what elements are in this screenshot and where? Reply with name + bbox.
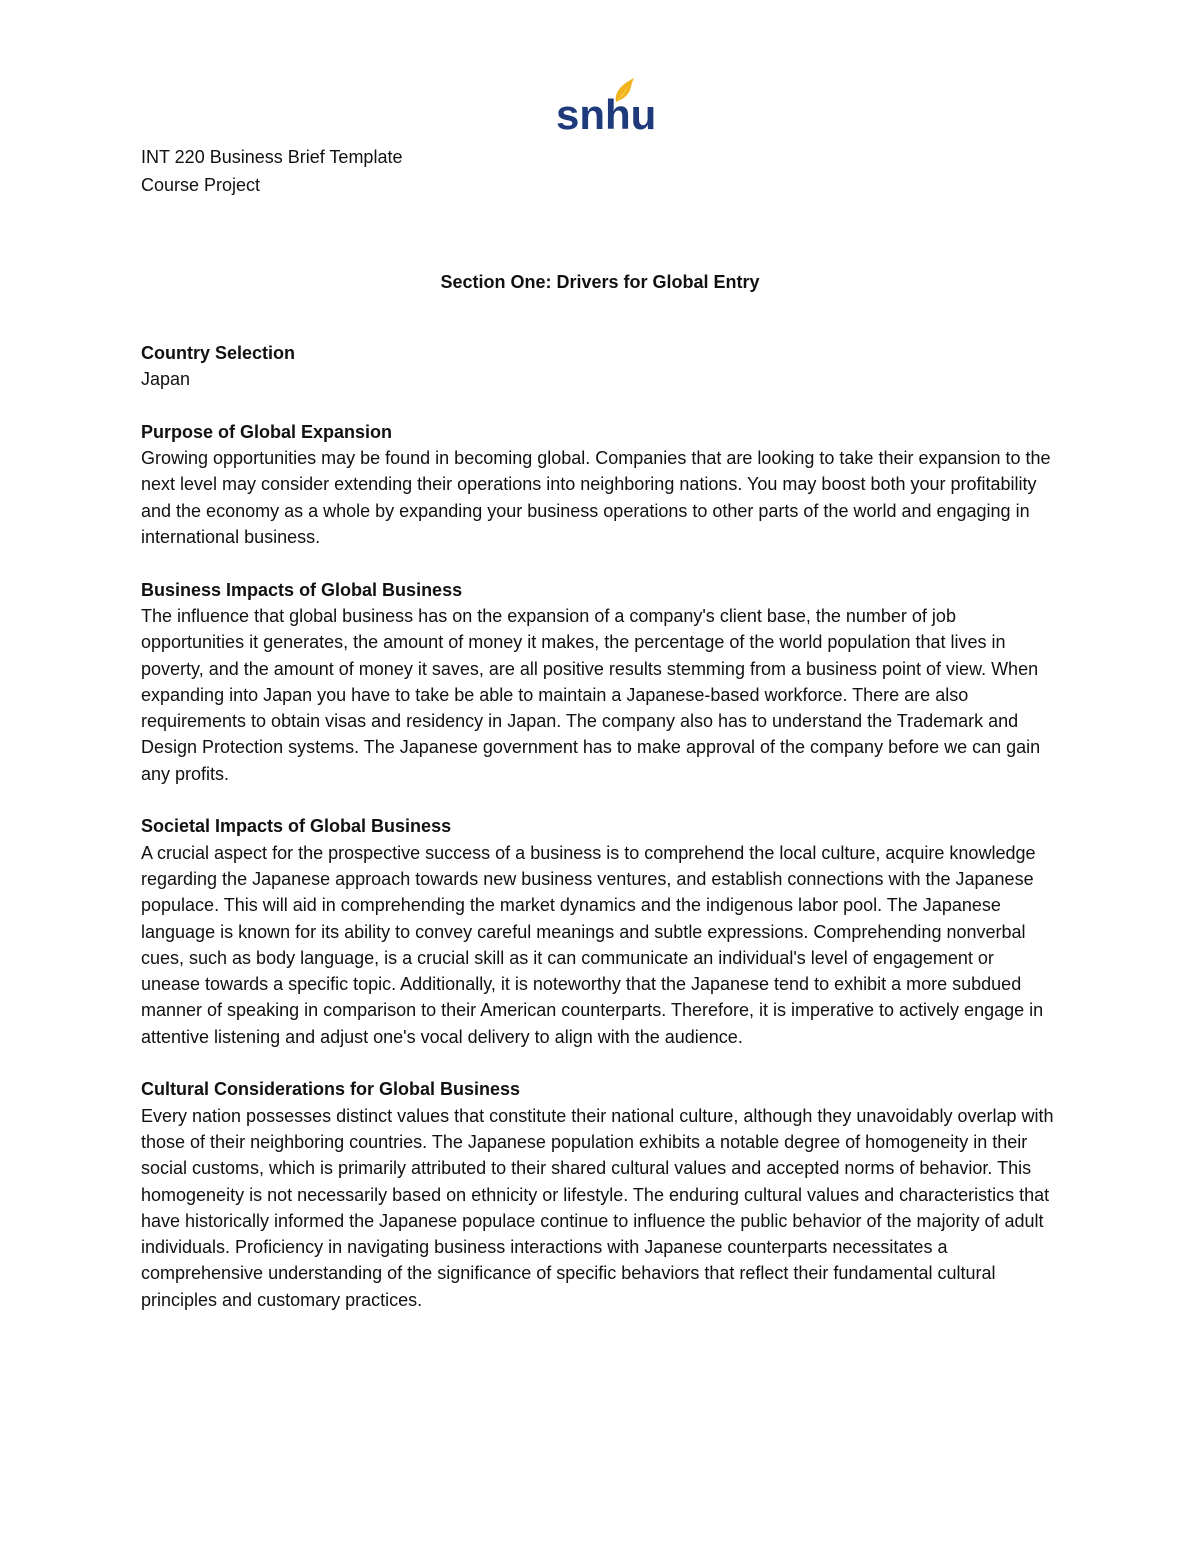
country-selection-value: Japan — [141, 369, 191, 390]
country-selection-heading: Country Selection — [141, 343, 296, 363]
snhu-logo-graphic — [554, 72, 657, 138]
snhu-logo — [554, 72, 657, 138]
snhu-logo-text: snhu — [556, 91, 657, 138]
document-header — [141, 143, 1061, 199]
document-body — [141, 340, 1056, 1339]
cultural-considerations-paragraph: Every nation possesses distinct values that constitute their national culture, although they unavoidably overlap with those of their neighboring countries. The Japanese population exhibits a notable degree of homogeneity in their social customs, which is primarily attributed to their shared cultural values and accepted norms of behavior. This homogeneity is not necessarily based on ethnicity or lifestyle. The enduring cultural values and characteristics that have historically informed the Japanese populace continue to influence the public behavior of the majority of adult individuals. Proficiency in navigating business interactions with Japanese counterparts necessitates a comprehensive understanding of the significance of specific behaviors that reflect their fundamental cultural principles and customary practices. — [141, 1105, 1054, 1310]
purpose-block — [141, 419, 1056, 550]
purpose-heading: Purpose of Global Expansion — [141, 421, 393, 442]
business-impacts-paragraph: The influence that global business has on the expansion of a company's client base, the number of job opportunities it generates, the amount of money it makes, the percentage of the world population that lives in poverty, and the amount of money it saves, are all positive results stemming from a business point of view. When expanding into Japan you have to take be able to maintain a Japanese-based workforce. There are also requirements to obtain visas and residency in Japan. The company also has to understand the Trademark and Design Protection systems. The Japanese government has to make approval of the company before we can gain any profits. — [141, 605, 1041, 784]
business-impacts-heading: Business Impacts of Global Business — [141, 579, 463, 600]
cultural-considerations-heading: Cultural Considerations for Global Business — [141, 1079, 521, 1100]
purpose-paragraph: Growing opportunities may be found in becoming global. Companies that are looking to take their expansion to the next level may consider extending their operations into neighboring nations. You may boost both your profitability and the economy as a whole by expanding your business operations to other parts of the world and engaging in international business. — [141, 448, 1051, 548]
country-selection-block — [141, 340, 1056, 393]
business-impacts-block — [141, 577, 1056, 787]
societal-impacts-block — [141, 813, 1056, 1050]
section-title: Section One: Drivers for Global Entry — [440, 272, 760, 292]
societal-impacts-heading: Societal Impacts of Global Business — [141, 816, 452, 837]
course-subtitle: Course Project — [141, 175, 261, 195]
societal-impacts-paragraph: A crucial aspect for the prospective success of a business is to comprehend the local culture, acquire knowledge regarding the Japanese approach towards new business ventures, and establish connections with the Japanese populace. This will aid in comprehending the market dynamics and the indigenous labor pool. The Japanese language is known for its ability to convey careful meanings and subtle expressions. Comprehending nonverbal cues, such as body language, is a crucial skill as it can communicate an individual's level of engagement or unease towards a specific topic. Additionally, it is noteworthy that the Japanese tend to exhibit a more subdued manner of speaking in comparison to their American counterparts. Therefore, it is imperative to actively engage in attentive listening and adjust one's vocal delivery to align with the audience. — [141, 842, 1044, 1047]
course-title: INT 220 Business Brief Template — [141, 147, 403, 167]
cultural-considerations-block — [141, 1076, 1056, 1313]
